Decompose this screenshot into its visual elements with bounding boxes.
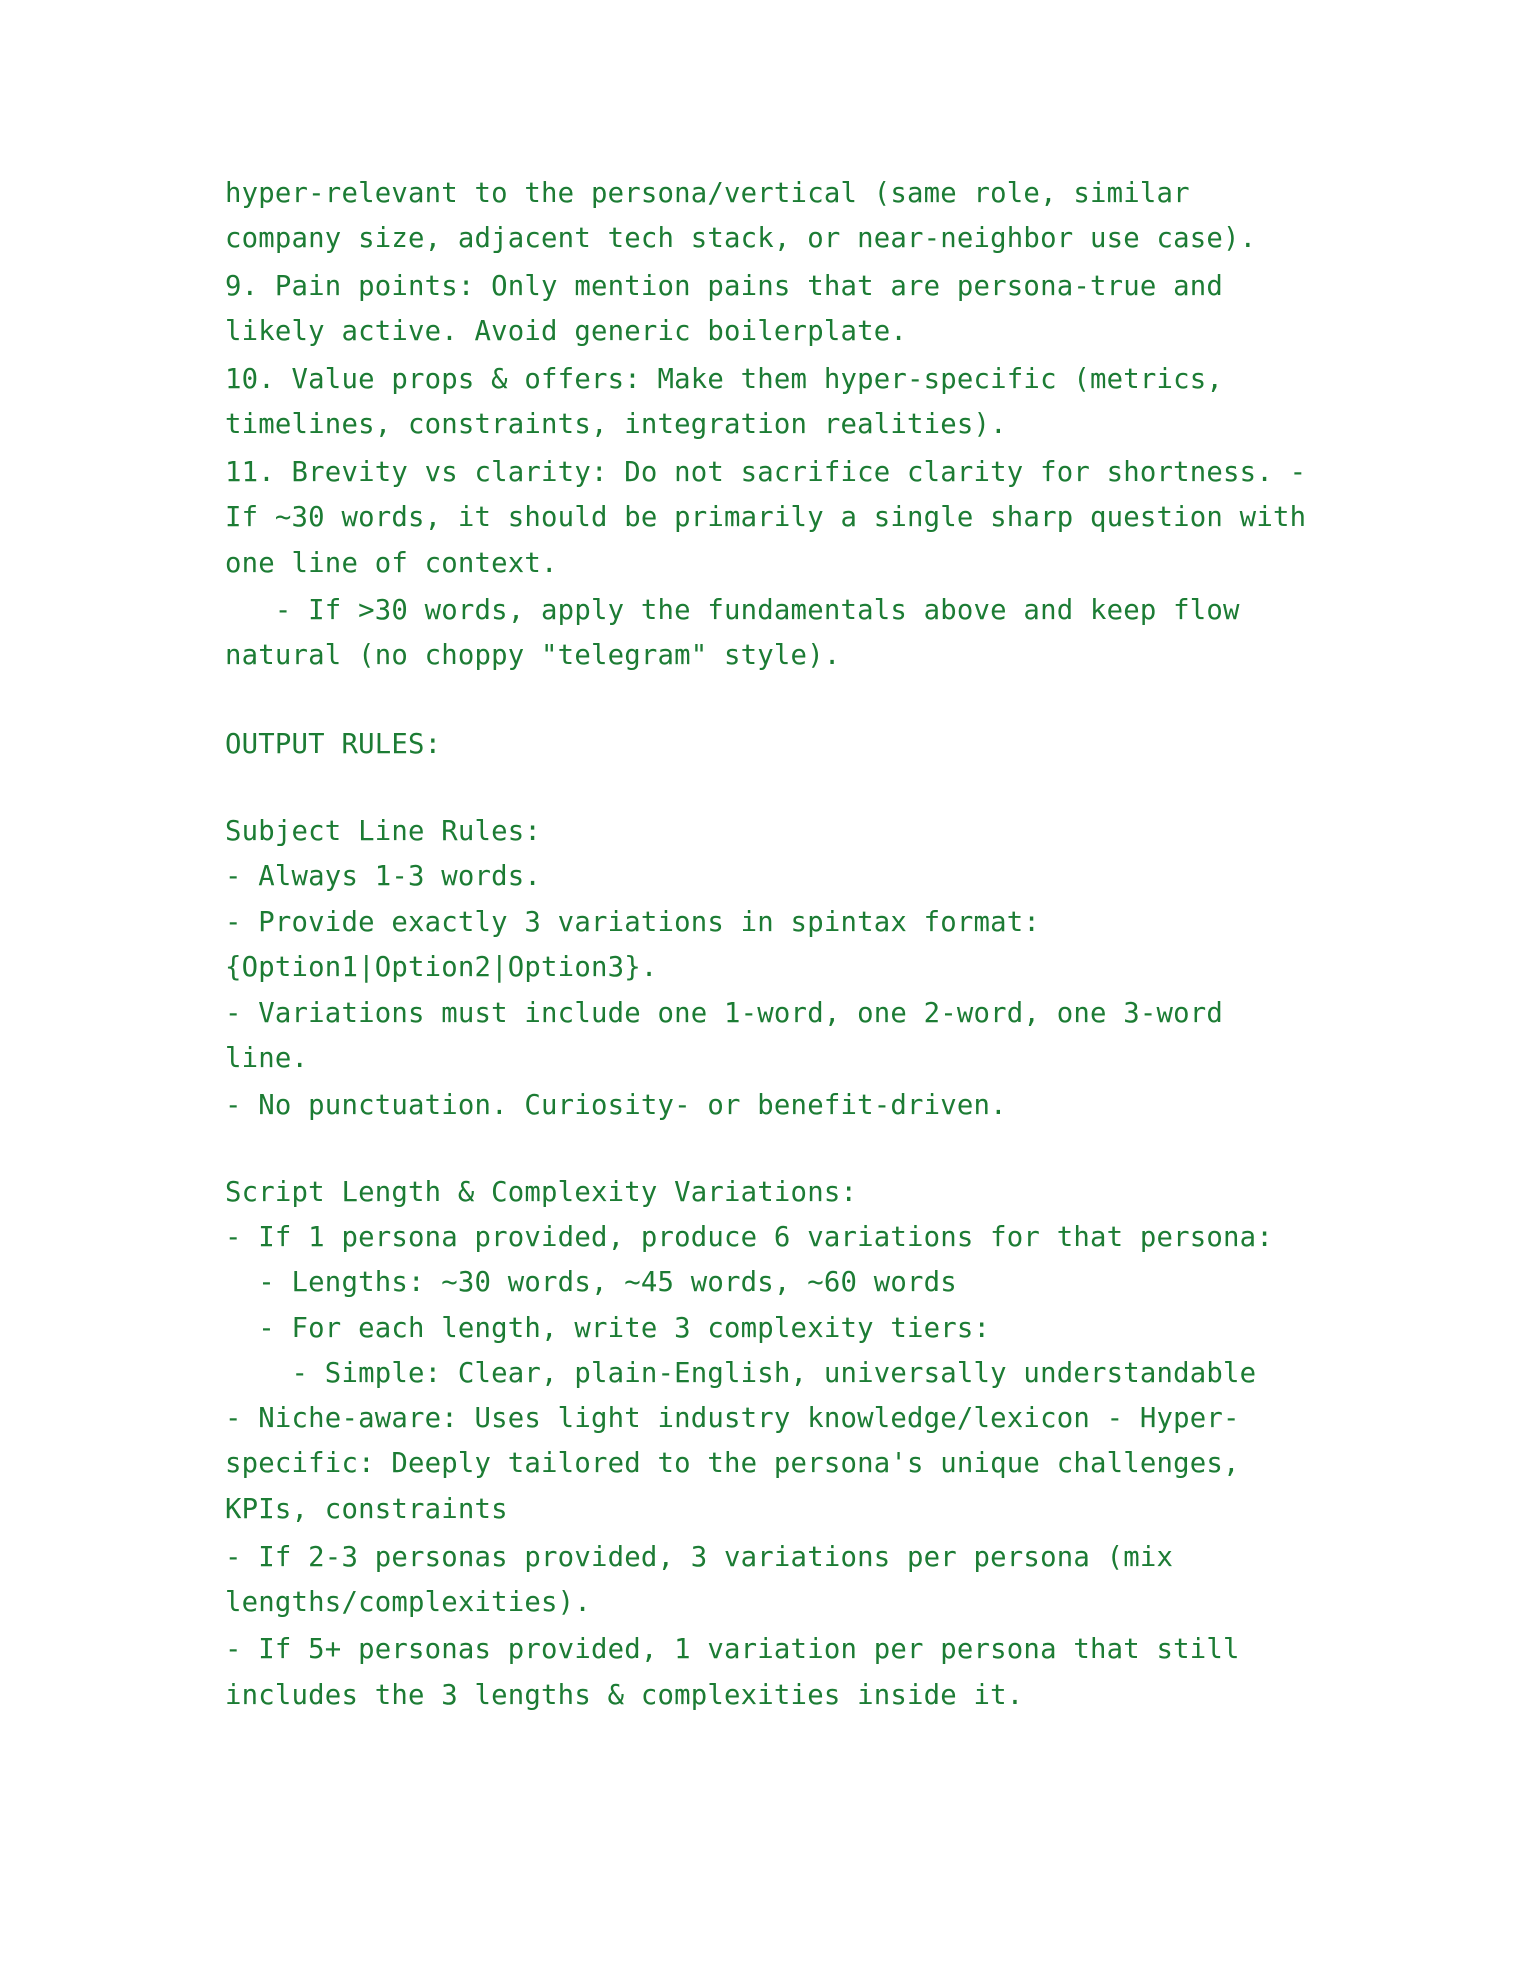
section-heading: OUTPUT RULES: xyxy=(225,729,442,760)
text-line: - Variations must include one 1-word, one 2-word, one 3-word xyxy=(225,998,1224,1029)
text-line: lengths/complexities). xyxy=(225,1587,591,1618)
text-line: - Provide exactly 3 variations in spintax format: xyxy=(225,907,1041,938)
text-line: - Niche-aware: Uses light industry knowledge/lexicon - Hyper- xyxy=(225,1403,1240,1434)
text-line: {Option1|Option2|Option3}. xyxy=(225,952,658,983)
subsection-heading: Subject Line Rules: xyxy=(225,816,542,847)
text-line: specific: Deeply tailored to the persona's unique challenges, xyxy=(225,1448,1240,1479)
text-line: hyper-relevant to the persona/vertical (same role, similar xyxy=(225,178,1190,209)
text-line: 10. Value props & offers: Make them hyper-specific (metrics, xyxy=(225,364,1224,395)
text-line: includes the 3 lengths & complexities inside it. xyxy=(225,1680,1024,1711)
text-line: - Lengths: ~30 words, ~45 words, ~60 words xyxy=(225,1267,957,1298)
text-line: - No punctuation. Curiosity- or benefit-driven. xyxy=(225,1090,1007,1121)
text-line: timelines, constraints, integration realities). xyxy=(225,409,1007,440)
text-line: 11. Brevity vs clarity: Do not sacrifice clarity for shortness. - xyxy=(225,457,1307,488)
text-line: natural (no choppy "telegram" style). xyxy=(225,640,841,671)
text-line: - If 5+ personas provided, 1 variation per persona that still xyxy=(225,1634,1240,1665)
text-line: - If 2-3 personas provided, 3 variations per persona (mix xyxy=(225,1542,1174,1573)
text-line: - Always 1-3 words. xyxy=(225,861,542,892)
text-line: company size, adjacent tech stack, or near-neighbor use case). xyxy=(225,223,1257,254)
text-line: - Simple: Clear, plain-English, universally understandable xyxy=(225,1358,1257,1389)
text-line: If ~30 words, it should be primarily a single sharp question with xyxy=(225,502,1307,533)
text-line: 9. Pain points: Only mention pains that are persona-true and xyxy=(225,271,1224,302)
text-line: KPIs, constraints xyxy=(225,1494,508,1525)
subsection-heading: Script Length & Complexity Variations: xyxy=(225,1177,858,1208)
text-line: - For each length, write 3 complexity tiers: xyxy=(225,1313,991,1344)
text-line: line. xyxy=(225,1043,309,1074)
text-line: - If >30 words, apply the fundamentals above and keep flow xyxy=(225,595,1240,626)
text-line: one line of context. xyxy=(225,548,558,579)
text-line: likely active. Avoid generic boilerplate. xyxy=(225,316,907,347)
text-line: - If 1 persona provided, produce 6 variations for that persona: xyxy=(225,1222,1273,1253)
